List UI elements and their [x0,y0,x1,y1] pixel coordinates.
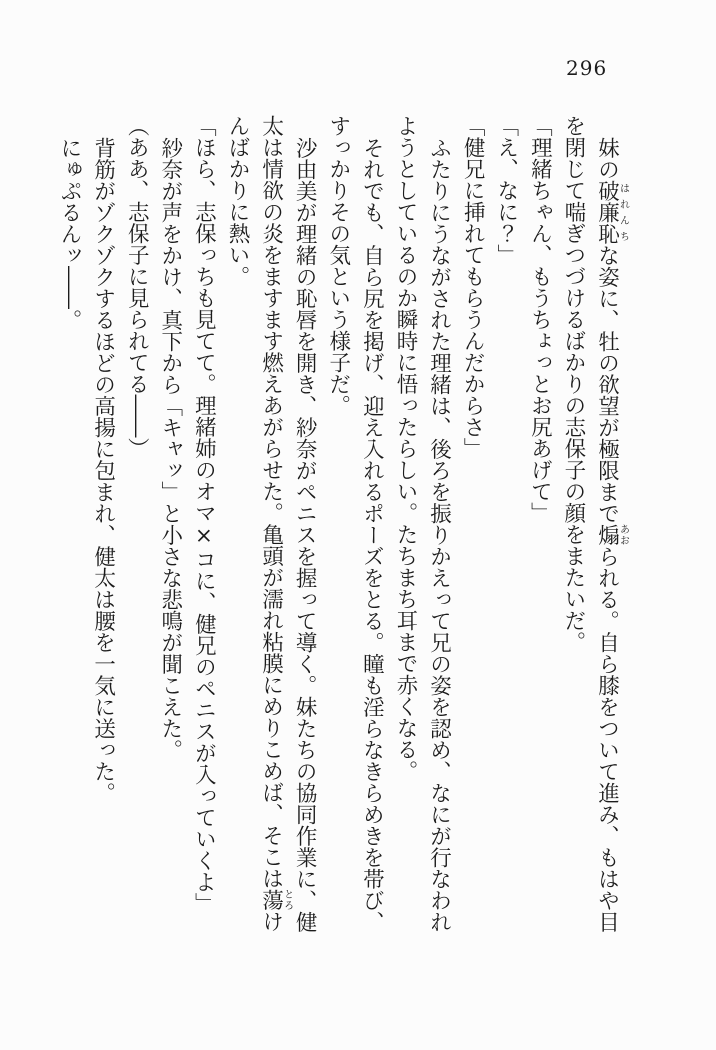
page-text [56,115,628,935]
paragraph: 沙由美が理緒の恥唇を開き、紗奈がペニスを握って導く。妹たちの協同作業に、健太は情欲の炎をますます燃えあがらせた。亀頭が濡れ粘膜にめりこめば、そこは蕩とろけんばかりに熱い。 [224,115,318,932]
paragraph: ふたりにうながされた理緒は、後ろを振りかえって兄の姿を認め、なにが行なわれようとしているのか瞬時に悟ったらしい。たちまち耳まで赤くなる。 [392,115,452,932]
paragraph: 妹の破廉恥はれんちな姿に、牡の欲望が極限まで煽あおられる。自ら膝をついて進み、もはや目を閉じて喘ぎつづけるばかりの志保子の顔をまたいだ。 [560,115,629,932]
upright-symbol: × [191,523,217,549]
paragraph: 背筋がゾクゾクするほどの高揚に包まれ、健太は腰を一気に送った。 [90,136,116,803]
paragraph: （ああ、志保子に見られてる――） [124,115,150,459]
paragraph: それでも、自ら尻を掲げ、迎え入れるポーズをとる。瞳も淫らなきらめきを帯び、すっかりその気という様子だ。 [325,115,385,932]
paragraph: 「理緒ちゃん、もうちょっとお尻あげて」 [527,115,553,524]
ruby-annotated-word: 破廉恥はれんち [594,179,629,244]
paragraph: にゅぷるんッ――。 [57,136,82,330]
ruby-annotated-word: 煽あお [594,523,629,545]
paragraph: 「え、なに？」 [493,115,519,266]
paragraph: 紗奈が声をかけ、真下から「キャッ」と小さな悲鳴が聞こえた。 [157,136,183,760]
ruby-annotated-word: 蕩とろ [258,889,293,911]
paragraph: 「健兄に挿れてもらうんだからさ」 [460,115,486,459]
paragraph: 「ほら、志保っちも見てて。理緒姉のオマ×コに、健兄のペニスが入っていくよ」 [191,115,217,914]
page-number: 296 [566,56,608,80]
